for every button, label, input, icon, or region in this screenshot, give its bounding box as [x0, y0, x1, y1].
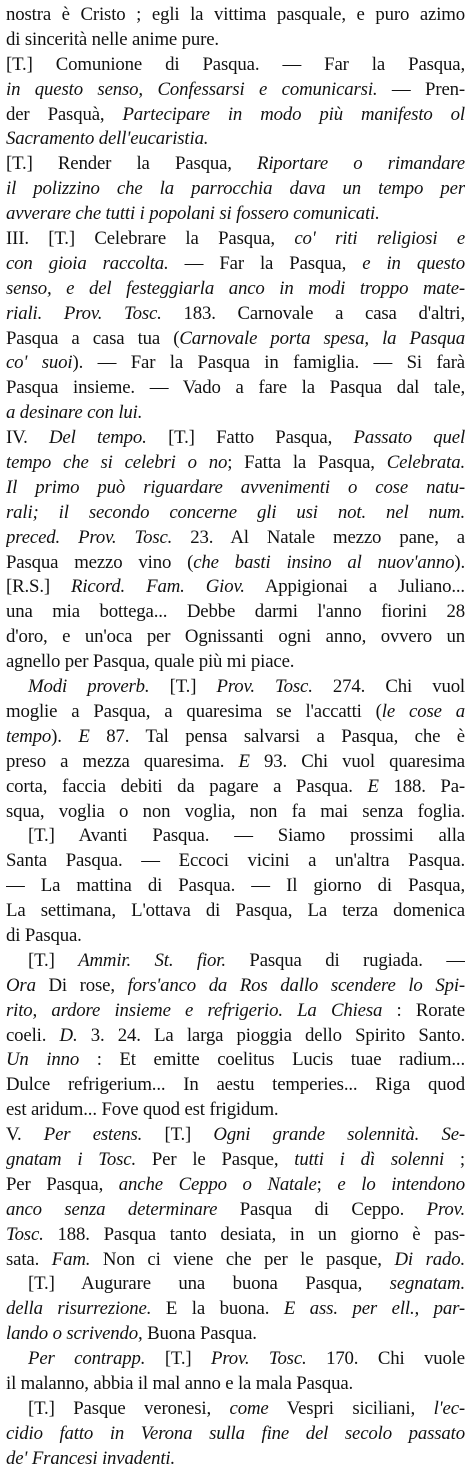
text-line	[6, 53, 465, 78]
text-line	[6, 3, 465, 28]
text-run: Dulce refrigerium... In aestu temperies... Riga quod	[6, 1074, 465, 1096]
text-run: Non ci viene che per le pasque,	[90, 1248, 395, 1270]
text-run: corta, faccia debiti da pagare a Pasqua.	[6, 775, 368, 797]
text-line	[6, 824, 465, 849]
text-line	[6, 675, 465, 700]
text-run: [T.]	[145, 1348, 212, 1370]
italic-text: preced. Prov. Tosc.	[6, 526, 173, 548]
italic-text: de' Francesi invadenti.	[6, 1447, 176, 1469]
text-line	[6, 401, 465, 426]
text-run: 188. Pa-	[378, 775, 465, 797]
text-line	[6, 1098, 465, 1123]
text-run: di sincerità nelle anime pure.	[6, 28, 219, 50]
text-line	[6, 849, 465, 874]
italic-text: E	[238, 750, 250, 772]
italic-text: fors'anco da Ros dallo scendere lo Spi-	[127, 974, 465, 996]
text-line	[6, 78, 465, 103]
text-line	[6, 1173, 465, 1198]
italic-text: e lo intendono	[337, 1173, 465, 1195]
text-run: 3. 24. La larga pioggia dello Spirito Santo.	[77, 1024, 465, 1046]
italic-text: tempo	[6, 725, 52, 747]
text-line	[6, 551, 465, 576]
italic-text: cidio fatto in Verona sulla fine del secolo passato	[6, 1422, 465, 1444]
text-line	[6, 177, 465, 202]
italic-text: D.	[59, 1024, 78, 1046]
text-run: IV.	[6, 427, 49, 449]
italic-text: e in questo	[362, 252, 465, 274]
text-line	[6, 924, 465, 949]
text-line	[6, 999, 465, 1024]
text-line	[6, 1372, 465, 1397]
text-line	[6, 1297, 465, 1322]
text-line	[6, 775, 465, 800]
text-run: V.	[6, 1124, 44, 1146]
text-run: Per le Pasque,	[136, 1148, 295, 1170]
text-run: Buona Pasqua.	[142, 1323, 257, 1345]
text-run: 170. Chi vuole	[306, 1348, 465, 1370]
text-run: agnello per Pasqua, quale più mi piace.	[6, 651, 295, 673]
text-run: Santa Pasqua. — Eccoci vicini a un'altra Pasqua.	[6, 850, 465, 872]
text-run: Di rose,	[35, 974, 128, 996]
italic-text: E	[367, 775, 379, 797]
text-run: [R.S.]	[6, 576, 72, 598]
text-run: moglie a Pasqua, a quaresima se l'accatti (	[6, 700, 382, 722]
text-run: III. [T.] Celebrare la Pasqua,	[6, 228, 295, 250]
text-line	[6, 1123, 465, 1148]
italic-text: riali. Prov. Tosc.	[6, 302, 162, 324]
text-run: 188. Pasqua tanto desiata, in un giorno è pas-	[43, 1223, 465, 1245]
italic-text: co' suoi	[6, 352, 73, 374]
italic-text: Ammir. St. fior.	[78, 949, 226, 971]
italic-text: Ricord. Fam. Giov.	[71, 576, 245, 598]
text-line	[6, 750, 465, 775]
text-run: coeli.	[6, 1024, 60, 1046]
text-run: Pasqua di rugiada. —	[225, 949, 465, 971]
text-line	[6, 252, 465, 277]
italic-text: Tosc.	[6, 1223, 44, 1245]
italic-text: lando o scrivendo,	[6, 1323, 143, 1345]
italic-text: Prov. Tosc.	[216, 676, 313, 698]
text-line	[6, 302, 465, 327]
text-run: ;	[444, 1148, 465, 1170]
text-run: [T.]	[142, 1124, 214, 1146]
italic-text: Ogni grande solennità. Se-	[213, 1124, 465, 1146]
italic-text: co' riti religiosi e	[294, 228, 465, 250]
text-run: Appigionai a Juliano...	[244, 576, 465, 598]
italic-text: in questo senso, Confessarsi e comunicarsi.	[6, 78, 378, 100]
italic-text: E ass. per ell., par-	[283, 1298, 465, 1320]
italic-text: rali; il secondo concerne gli usi not. nel num.	[6, 501, 465, 523]
italic-text: senso, e del festeggiarla anco in modi troppo mate-	[6, 277, 465, 299]
italic-text: Sacramento dell'eucaristia.	[6, 128, 209, 150]
text-line	[6, 476, 465, 501]
text-run: Pasqua di Ceppo.	[217, 1198, 427, 1220]
text-line	[6, 1198, 465, 1223]
text-run: squa, voglia o non voglia, non fa mai senza foglia.	[6, 800, 465, 822]
text-run: 23. Al Natale mezzo pane, a	[172, 526, 465, 548]
italic-text: il polizzino che la parrocchia dava un tempo per	[6, 178, 465, 200]
text-run: — Far la Pasqua,	[168, 252, 363, 274]
italic-text: E	[78, 725, 90, 747]
text-run: 183. Carnovale a casa d'altri,	[161, 302, 465, 324]
text-line	[6, 1272, 465, 1297]
italic-text: Per contrapp.	[28, 1348, 146, 1370]
italic-text: Modi proverb.	[28, 676, 150, 698]
text-line	[6, 103, 465, 128]
italic-text: Un inno	[6, 1049, 80, 1071]
italic-text: segnatam.	[389, 1273, 465, 1295]
text-run: Pasqua a casa tua (	[6, 327, 180, 349]
text-line	[6, 899, 465, 924]
italic-text: anche Ceppo o Natale	[118, 1173, 317, 1195]
text-line	[6, 600, 465, 625]
italic-text: a desinare con lui.	[6, 402, 143, 424]
text-line	[6, 1024, 465, 1049]
text-line	[6, 1347, 465, 1372]
text-line	[6, 575, 465, 600]
text-run: est aridum... Fove quod est frigidum.	[6, 1099, 279, 1121]
text-line	[6, 625, 465, 650]
italic-text: Partecipare in modo più manifesto ol	[122, 103, 465, 125]
italic-text: Prov.	[426, 1198, 465, 1220]
italic-text: della risurrezione.	[6, 1298, 152, 1320]
text-run: nostra è Cristo ; egli la vittima pasquale, e puro azimo	[6, 4, 465, 25]
text-run: — La mattina di Pasqua. — Il giorno di Pasqua,	[6, 875, 465, 897]
italic-text: tempo che si celebri o no	[6, 452, 228, 474]
text-line	[6, 874, 465, 899]
text-run: Per Pasqua,	[6, 1173, 119, 1195]
text-run: [T.] Fatto Pasqua,	[146, 427, 354, 449]
italic-text: le cose a	[381, 700, 465, 722]
text-run: Pasqua mezzo vino (	[6, 551, 194, 573]
text-line	[6, 1148, 465, 1173]
text-run: 274. Chi vuol	[312, 676, 465, 698]
text-line	[6, 327, 465, 352]
text-line	[6, 1422, 465, 1447]
text-run: [T.] Render la Pasqua,	[6, 153, 258, 175]
text-line	[6, 1223, 465, 1248]
text-run: il malanno, abbia il mal anno e la mala Pasqua.	[6, 1372, 354, 1394]
text-run: [T.] Pasque veronesi,	[28, 1397, 230, 1419]
text-run: : Et emitte coelitus Lucis tuae radium...	[79, 1049, 465, 1071]
italic-text: gnatam i Tosc.	[6, 1148, 136, 1170]
text-line	[6, 127, 465, 152]
text-line	[6, 949, 465, 974]
text-line	[6, 376, 465, 401]
italic-text: Di rado.	[394, 1248, 465, 1270]
text-line	[6, 351, 465, 376]
text-line	[6, 426, 465, 451]
text-line	[6, 202, 465, 227]
text-run: ).	[51, 725, 79, 747]
text-line	[6, 1073, 465, 1098]
text-run: preso a mezza quaresima.	[6, 750, 239, 772]
text-line	[6, 800, 465, 825]
text-line	[6, 700, 465, 725]
text-line	[6, 152, 465, 177]
text-run: [T.] Augurare una buona Pasqua,	[28, 1273, 390, 1295]
text-line	[6, 974, 465, 999]
text-run: d'oro, e un'oca per Ognissanti ogni anno, ovvero un	[6, 626, 465, 648]
text-run: ). — Far la Pasqua in famiglia. — Si farà	[72, 352, 465, 374]
italic-text: Prov. Tosc.	[211, 1348, 307, 1370]
italic-text: Per estens.	[43, 1124, 143, 1146]
text-run: una mia bottega... Debbe darmi l'anno fiorini 28	[6, 601, 465, 623]
text-run: sata.	[6, 1248, 52, 1270]
italic-text: Carnovale porta spesa, la Pasqua	[179, 327, 465, 349]
italic-text: anco senza determinare	[6, 1198, 218, 1220]
text-run: : Rorate	[382, 999, 465, 1021]
text-line	[6, 227, 465, 252]
text-run: [T.]	[149, 676, 217, 698]
italic-text: rito, ardore insieme e refrigerio. La Chiesa	[6, 999, 383, 1021]
text-line	[6, 277, 465, 302]
text-line	[6, 1447, 465, 1472]
text-line	[6, 526, 465, 551]
text-run: 87. Tal pensa salvarsi a Pasqua, che è	[89, 725, 465, 747]
text-line	[6, 501, 465, 526]
italic-text: Riportare o rimandare	[257, 153, 465, 175]
text-run: [T.] Avanti Pasqua. — Siamo prossimi alla	[28, 825, 465, 847]
text-line	[6, 1322, 465, 1347]
text-line	[6, 1048, 465, 1073]
text-run: di Pasqua.	[6, 924, 82, 946]
text-run: Pasqua insieme. — Vado a fare la Pasqua dal tale,	[6, 377, 465, 399]
text-run: E la buona.	[151, 1298, 284, 1320]
italic-text: con gioia raccolta.	[6, 252, 169, 274]
italic-text: Ora	[6, 974, 36, 996]
italic-text: come	[229, 1397, 269, 1419]
italic-text: tutti i dì solenni	[294, 1148, 445, 1170]
text-line	[6, 1248, 465, 1273]
text-run: ).	[454, 551, 465, 573]
text-run: der Pasquà,	[6, 103, 123, 125]
text-run: 93. Chi vuol quaresima	[249, 750, 465, 772]
text-line	[6, 28, 465, 53]
text-run: [T.]	[28, 949, 79, 971]
italic-text: Celebrata.	[386, 452, 465, 474]
text-line	[6, 725, 465, 750]
italic-text: Passato quel	[353, 427, 465, 449]
italic-text: l'ec-	[433, 1397, 465, 1419]
text-line	[6, 650, 465, 675]
italic-text: Fam.	[51, 1248, 91, 1270]
text-run: La settimana, L'ottava di Pasqua, La terza domenica	[6, 900, 465, 922]
italic-text: Del tempo.	[49, 427, 147, 449]
italic-text: che basti insino al nuov'anno	[193, 551, 455, 573]
text-run: [T.] Comunione di Pasqua. — Far la Pasqua,	[6, 53, 465, 75]
text-run: Vespri siciliani,	[268, 1397, 434, 1419]
text-run: ;	[316, 1173, 338, 1195]
italic-text: avverare che tutti i popolani si fossero comunicati.	[6, 203, 380, 225]
text-line	[6, 1397, 465, 1422]
text-run: ; Fatta la Pasqua,	[227, 452, 387, 474]
text-line	[6, 451, 465, 476]
text-run: — Pren-	[377, 78, 465, 100]
italic-text: Il primo può riguardare avvenimenti o cose natu-	[6, 476, 465, 498]
